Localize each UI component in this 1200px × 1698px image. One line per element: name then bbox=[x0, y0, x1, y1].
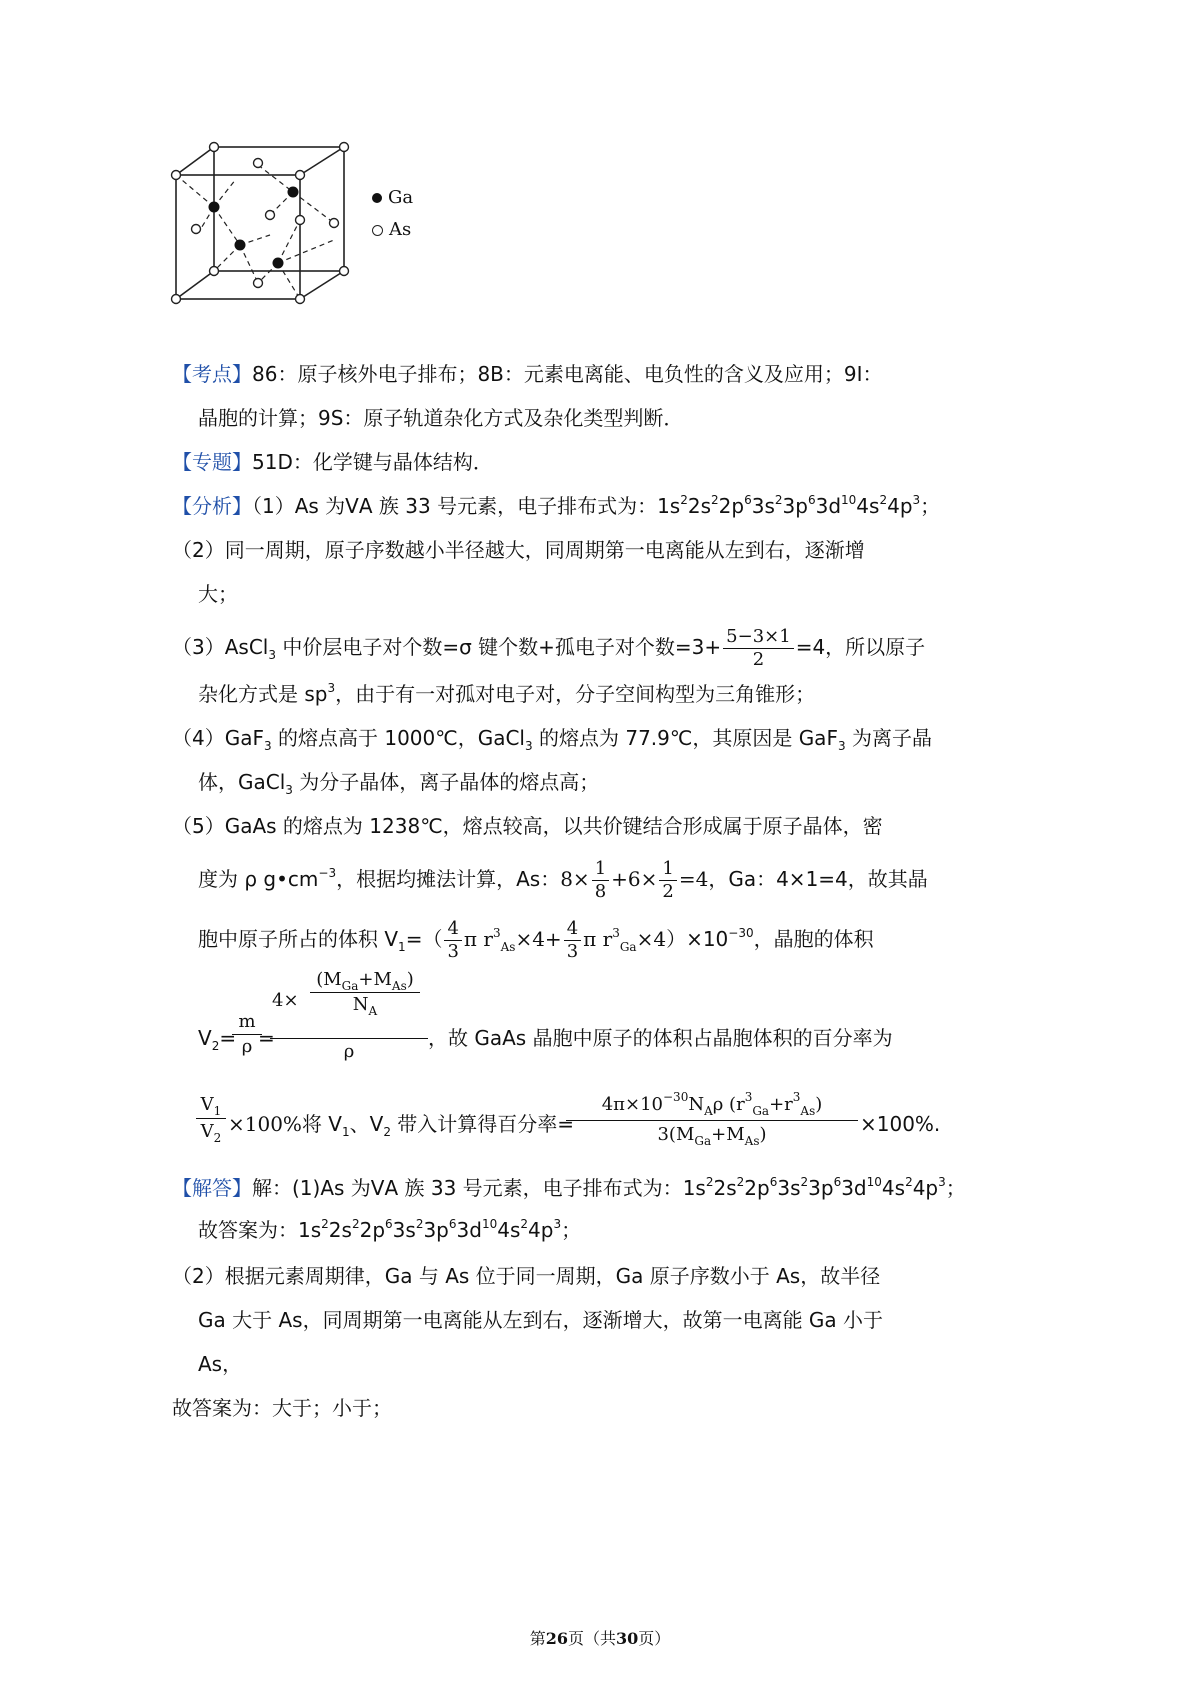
electron-config bbox=[298, 1218, 561, 1242]
fenxi-p2-line2: 大； bbox=[198, 582, 238, 606]
orbital-label: 1s bbox=[298, 1218, 322, 1242]
orbital-label: 3p bbox=[808, 1176, 834, 1200]
orbital-label: 4p bbox=[887, 494, 913, 518]
orbital-label: 4p bbox=[528, 1218, 554, 1242]
fenxi-p3-line1: （3）AsCl$_3$ 中价层电子对个数=σ 键个数+孤电子对个数=3+ $\frac{5-3\times 1}{2}$ =4，所以原子 bbox=[172, 626, 926, 670]
fenxi-tag: 【分析】 bbox=[172, 494, 252, 518]
hybrid-fraction: $\frac{5-3\times 1}{2}$ bbox=[723, 626, 794, 671]
hollow-dot-icon bbox=[372, 225, 383, 236]
fenxi-p5-line2: 度为 ρ $g•cm^{-3}$，根据均摊法计算，As：8× $\frac{1}{8}$ +6× $\frac{1}{2}$ =4，Ga：4×1=4，故其晶 bbox=[198, 858, 928, 902]
orbital-label: 4s bbox=[497, 1218, 521, 1242]
orbital-count: 2 bbox=[711, 493, 719, 507]
jieda-p1: 【解答】解：(1)As 为ⅤA 族 33 号元素，电子排布式为：$1s^22s^22p^63s^23p^63d^{10}4s^24p^3$； bbox=[172, 1175, 966, 1200]
orbital-label: 2s bbox=[328, 1218, 352, 1242]
orbital-count: 3 bbox=[938, 1175, 946, 1189]
jieda-p1-line2: 故答案为：$1s^22s^22p^63s^23p^63d^{10}4s^24p^3$； bbox=[198, 1217, 582, 1242]
v2-label: $V_2=$ bbox=[198, 1026, 237, 1053]
orbital-count: 2 bbox=[520, 1217, 529, 1231]
orbital-label: 4s bbox=[856, 494, 880, 518]
fenxi-p4-line1: （4）GaF$_3$ 的熔点高于 1000℃，GaCl$_3$ 的熔点为 77.9℃，其原因是 GaF$_3$ 为离子晶 bbox=[172, 726, 932, 753]
orbital-label: 3s bbox=[751, 494, 775, 518]
orbital-count: 2 bbox=[705, 1175, 714, 1189]
gaas-unit-cell-figure bbox=[160, 135, 360, 310]
orbital-count: 2 bbox=[879, 493, 888, 507]
orbital-count: 2 bbox=[321, 1217, 329, 1231]
filled-dot-icon bbox=[372, 193, 382, 203]
orbital-count: 2 bbox=[774, 493, 783, 507]
orbital-label: 3s bbox=[392, 1218, 416, 1242]
fenxi-p1: 【分析】（1）As 为ⅤA 族 33 号元素，电子排布式为：$1s^22s^22p^63s^23p^63d^{10}4s^24p^3$； bbox=[172, 493, 941, 518]
orbital-label: 3d bbox=[841, 1176, 867, 1200]
orbital-label: 2s bbox=[687, 494, 712, 518]
jieda-p2-line1: （2）根据元素周期律，Ga 与 As 位于同一周期，Ga 原子序数小于 As，故半径 bbox=[172, 1264, 881, 1288]
v2-tail: ，故 GaAs 晶胞中原子的体积占晶胞体积的百分率为 bbox=[428, 1026, 893, 1050]
orbital-label: 4s bbox=[881, 1176, 906, 1200]
v1-over-v2: $\frac{V_1}{V_2}$ bbox=[196, 1092, 226, 1145]
orbital-count: 6 bbox=[744, 493, 752, 507]
orbital-label: 3d bbox=[815, 494, 842, 518]
electron-config bbox=[657, 494, 920, 518]
fenxi-p4-line2: 体，GaCl$_3$ 为分子晶体，离子晶体的熔点高； bbox=[198, 770, 600, 797]
v2-m-over-rho: $\frac{m}{\rho}$ bbox=[232, 1010, 262, 1059]
orbital-count: 3 bbox=[553, 1217, 562, 1231]
orbital-label: 3p bbox=[782, 494, 808, 518]
page-footer: 第26页（共30页） bbox=[529, 1629, 671, 1648]
orbital-count: 2 bbox=[800, 1175, 809, 1189]
legend-ga: Ga bbox=[372, 187, 413, 208]
zhuanti-tag: 【专题】 bbox=[172, 450, 252, 474]
v2-eq2: = bbox=[258, 1026, 275, 1050]
orbital-count: 2 bbox=[680, 493, 688, 507]
orbital-label: 2s bbox=[713, 1176, 737, 1200]
fenxi-p5-line3: 胞中原子所占的体积 $V_1=$（ $\frac{4}{3}$ π $r^3_{As}\times 4+$ $\frac{4}{3}$ π $r^3_{Ga}\times 4)\times 10^{-30}$，晶胞的体积 bbox=[198, 918, 874, 962]
orbital-count: 6 bbox=[448, 1217, 457, 1231]
orbital-label: 3d bbox=[456, 1218, 482, 1242]
jieda-tag: 【解答】 bbox=[172, 1176, 252, 1200]
orbital-count: 6 bbox=[833, 1175, 842, 1189]
orbital-count: 6 bbox=[769, 1175, 778, 1189]
orbital-count: 10 bbox=[841, 493, 857, 507]
orbital-label: 2p bbox=[359, 1218, 386, 1242]
fenxi-p2-line1: （2）同一周期，原子序数越小半径越大，同周期第一电离能从左到右，逐渐增 bbox=[172, 538, 865, 562]
kaodian-line1: 【考点】86：原子核外电子排布；8B：元素电离能、电负性的含义及应用；9I： bbox=[172, 362, 883, 386]
legend-as: As bbox=[372, 219, 411, 240]
orbital-count: 6 bbox=[807, 493, 816, 507]
orbital-count: 2 bbox=[905, 1175, 913, 1189]
orbital-label: 3s bbox=[777, 1176, 801, 1200]
orbital-label: 1s bbox=[657, 494, 681, 518]
kaodian-line2: 晶胞的计算；9S：原子轨道杂化方式及杂化类型判断． bbox=[198, 406, 684, 430]
orbital-count: 6 bbox=[385, 1217, 393, 1231]
fenxi-p3-line2: 杂化方式是 $sp^3$，由于有一对孤对电子对，分子空间构型为三角锥形； bbox=[198, 681, 816, 706]
kaodian-tag: 【考点】 bbox=[172, 362, 252, 386]
orbital-count: 2 bbox=[736, 1175, 745, 1189]
percent-end: ×100%. bbox=[860, 1112, 941, 1136]
jieda-p2-answer: 故答案为：大于；小于； bbox=[172, 1396, 392, 1420]
orbital-count: 2 bbox=[415, 1217, 424, 1231]
orbital-count: 10 bbox=[866, 1175, 882, 1189]
orbital-count: 2 bbox=[351, 1217, 360, 1231]
orbital-count: 10 bbox=[481, 1217, 498, 1231]
orbital-label: 4p bbox=[912, 1176, 939, 1200]
percent-fraction: $4\pi\times 10^{-30}N_A\rho$ $(r^3_{Ga}+r^3_{As})$ $3(M_{Ga}+M_{As})$ bbox=[566, 1090, 858, 1149]
orbital-label: 1s bbox=[682, 1176, 706, 1200]
jieda-p2-line2: Ga 大于 As，同周期第一电离能从左到右，逐渐增大，故第一电离能 Ga 小于 bbox=[198, 1308, 884, 1332]
zhuanti-line: 【专题】51D：化学键与晶体结构． bbox=[172, 450, 493, 474]
v2-main-fraction: 4× $(M_{Ga}+M_{As})$ $N_A$ ρ bbox=[270, 966, 428, 1065]
orbital-label: 2p bbox=[744, 1176, 770, 1200]
percent-line: ×100%将 $V_1$、$V_2$ 带入计算得百分率= bbox=[228, 1112, 575, 1139]
orbital-label: 3p bbox=[423, 1218, 449, 1242]
fenxi-p5-line1: （5）GaAs 的熔点为 1238℃，熔点较高，以共价键结合形成属于原子晶体，密 bbox=[172, 814, 883, 838]
jieda-p2-line3: As， bbox=[198, 1352, 243, 1376]
orbital-label: 2p bbox=[718, 494, 745, 518]
orbital-count: 3 bbox=[912, 493, 921, 507]
electron-config bbox=[683, 1176, 946, 1200]
